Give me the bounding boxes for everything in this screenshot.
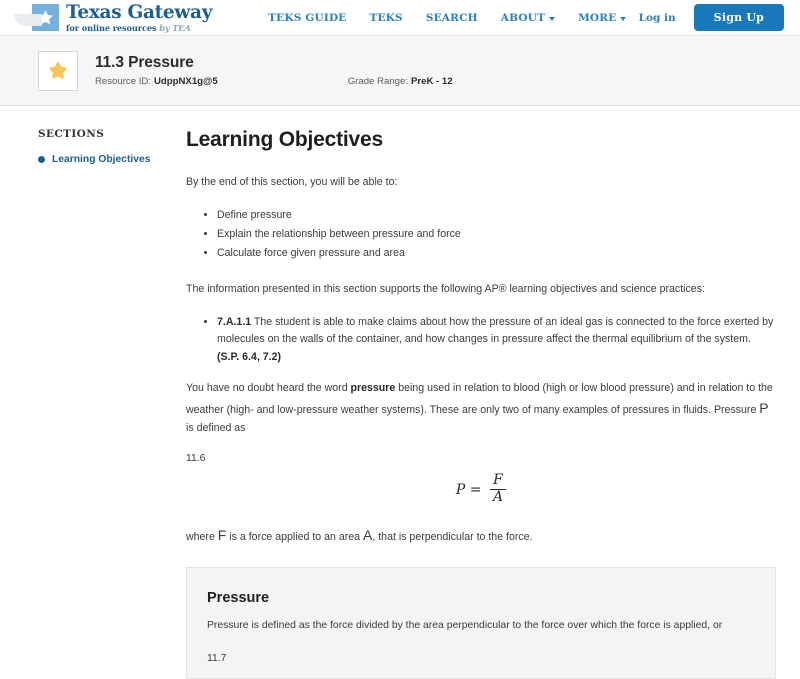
section-heading: Learning Objectives [186,128,383,151]
account-actions [639,4,784,31]
ap-objective-code: 7.A.1.1 [217,315,252,328]
math-variable-a: A [363,527,373,544]
pressure-equation [186,474,776,506]
logo-tagline [66,24,212,32]
login-link[interactable]: Log in [638,11,676,24]
equation-fraction [490,473,506,505]
math-variable-p: P [759,400,769,417]
callout-text: Pressure is defined as the force divided by the area perpendicular to the force over which the force is applied, or [207,620,723,632]
list-item: • Explain the relationship between pressure and force [217,226,776,244]
chevron-down-icon [620,17,626,21]
nav-item-search-label: SEARCH [425,11,478,24]
explanation-part-a: where [186,531,218,544]
ap-objective-text: The student is able to make claims about how the pressure of an ideal gas is connected to the force exerted by molecules on the walls of the container, and how changes in pressure affect the thermal equilibrium of the system. [217,315,774,346]
sections-sidebar [0,128,186,679]
pressure-callout-box [186,567,776,679]
sidebar-item-learning-objectives[interactable] [38,154,186,165]
paragraph-part-b: being used in relation to blood (high or low blood pressure) and in relation to the weather (high- and low-pressure weather systems). These are only two of many examples of pressures in fluids. Pressure [186,382,773,417]
math-variable-f: F [217,527,227,544]
ap-science-practice: (S.P. 6.4, 7.2) [217,350,281,363]
callout-title: Pressure [207,590,270,607]
logo-title: Texas Gateway [66,2,213,24]
bullet-dot-icon [38,156,45,163]
nav-item-teks-label: TEKS [369,11,403,24]
signup-button[interactable]: Sign Up [694,4,784,31]
resource-title-block [95,54,800,87]
paragraph-part-c: is defined as [186,421,246,434]
ap-objectives-list [186,314,776,366]
explanation-part-b: is a force applied to an area [226,531,363,544]
sidebar-item-label: Learning Objectives [52,154,151,165]
logo-wordmark [66,3,212,32]
paragraph-part-a: You have no doubt heard the word [186,382,351,395]
logo-tagline-by: by TEA [159,22,191,33]
site-logo[interactable] [14,3,212,32]
pressure-definition-paragraph [186,380,776,437]
nav-item-teks-guide[interactable] [268,12,346,24]
top-navigation-bar [0,0,800,36]
logo-swoosh-decoration [14,14,42,26]
equation-explanation-paragraph [186,524,776,547]
list-item: • Define pressure [217,207,776,225]
grade-range-label: Grade Range: [347,76,408,88]
nav-item-teks-guide-label: TEKS GUIDE [268,11,347,24]
list-item: • Calculate force given pressure and area [217,245,776,263]
resource-header [0,36,800,106]
nav-item-teks[interactable] [369,12,402,24]
sidebar-heading: SECTIONS [38,128,105,140]
star-icon [47,60,69,82]
nav-item-about[interactable] [501,12,555,24]
grade-range-group [348,76,453,87]
intro-paragraph: By the end of this section, you will be able to: [186,176,398,188]
ap-intro-paragraph: The information presented in this section supports the following AP® learning objectives and science practices: [186,282,705,295]
list-item [217,314,776,366]
nav-item-more[interactable] [578,12,626,24]
page-title: 11.3 Pressure [95,53,194,71]
nav-item-more-label: MORE [578,11,617,24]
resource-id-value: UdppNX1g@5 [153,76,218,88]
pressure-keyword: pressure [350,382,396,395]
equation-numerator: F [493,472,503,489]
logo-tagline-main: for online resources [66,22,157,33]
objectives-list [186,207,776,262]
equation-lhs: P [455,482,466,499]
resource-meta-row [95,76,800,87]
resource-id-label: Resource ID: [95,76,151,88]
callout-equation-number: 11.7 [207,652,227,664]
nav-item-about-label: ABOUT [500,11,546,24]
favorite-star-button[interactable] [38,51,78,91]
nav-item-search[interactable] [426,12,478,24]
equation-denominator: A [490,489,506,506]
main-article [186,128,800,679]
grade-range-value: PreK - 12 [410,76,453,88]
equation-number: 11.6 [186,453,206,465]
explanation-part-c: , that is perpendicular to the force. [372,531,533,544]
content-area [0,106,800,679]
chevron-down-icon [549,17,555,21]
primary-nav [268,12,626,24]
equation-equals: = [469,482,482,499]
